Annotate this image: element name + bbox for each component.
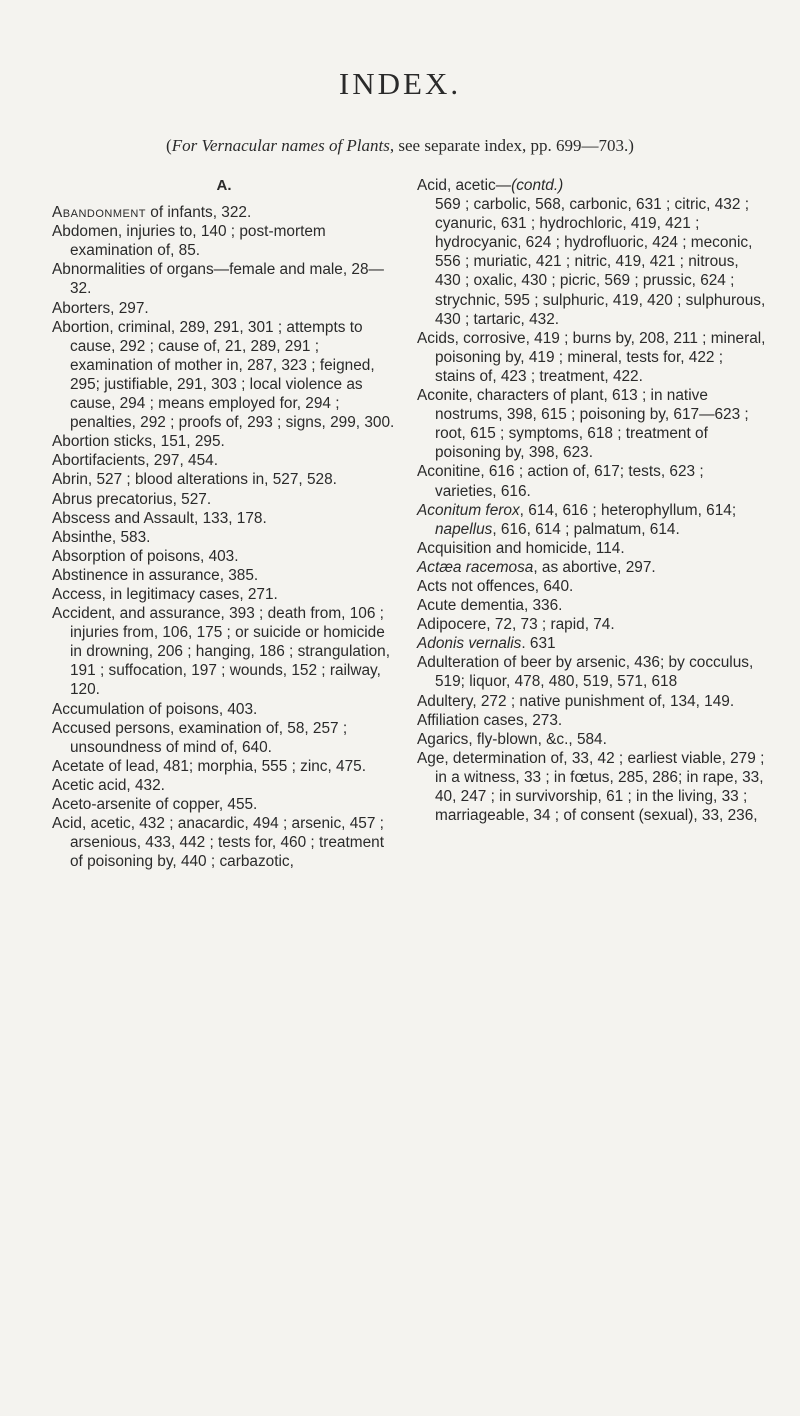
entry-text: Adipocere, 72, 73 ; rapid, 74. bbox=[417, 616, 615, 634]
index-entry bbox=[52, 432, 396, 451]
index-entry bbox=[417, 634, 767, 653]
entry-text: Absorption of poisons, 403. bbox=[52, 547, 239, 565]
entry-text: Aborters, 297. bbox=[52, 299, 149, 317]
entry-text: Accused persons, examination of, 58, 257 ; unsoundness of mind of, 640. bbox=[52, 719, 348, 756]
entry-text: Accumulation of poisons, 403. bbox=[52, 700, 258, 718]
index-entry bbox=[417, 692, 767, 711]
entry-text: Abortion sticks, 151, 295. bbox=[52, 433, 225, 451]
entry-text: Acts not offences, 640. bbox=[417, 577, 574, 595]
index-entry bbox=[52, 547, 396, 566]
entry-italic: Actæa racemosa bbox=[417, 558, 534, 576]
index-entry bbox=[417, 653, 767, 691]
entry-text: , 614, 616 ; heterophyllum, 614; bbox=[519, 501, 737, 519]
index-entry bbox=[52, 470, 396, 489]
entry-text: Abortion, criminal, 289, 291, 301 ; attempts to cause, 292 ; cause of, 21, 289, 291 ; examination of mother in, 287, 323 ; feigned, 295; justifiable, 291, 303 ; local violence as cause, 294 ; means employed for, 294 ; penalties, 292 ; proofs of, 293 ; signs, 299, 300. bbox=[52, 318, 395, 432]
entry-text: Aconite, characters of plant, 613 ; in native nostrums, 398, 615 ; poisoning by, 617—623 ; root, 615 ; symptoms, 618 ; treatment of poisoning by, 398, 623. bbox=[417, 387, 749, 462]
entry-italic: Aconitum ferox bbox=[417, 501, 520, 519]
entry-text: Abdomen, injuries to, 140 ; post-mortem examination of, 85. bbox=[52, 223, 326, 260]
entry-text: Affiliation cases, 273. bbox=[417, 711, 563, 729]
index-entry bbox=[417, 329, 767, 386]
index-entry bbox=[417, 501, 767, 539]
right-column bbox=[417, 176, 767, 825]
entry-italic: Adonis vernalis bbox=[417, 635, 522, 653]
index-entry bbox=[52, 451, 396, 470]
entry-text: Adultery, 272 ; native punishment of, 134, 149. bbox=[417, 692, 735, 710]
entry-text: Adulteration of beer by arsenic, 436; by cocculus, 519; liquor, 478, 480, 519, 571, 618 bbox=[417, 654, 754, 691]
entry-text: Acetate of lead, 481; morphia, 555 ; zinc, 475. bbox=[52, 757, 366, 775]
entry-text: Accident, and assurance, 393 ; death from, 106 ; injuries from, 106, 175 ; or suicide or homicide in drowning, 206 ; hanging, 186 ; strangulation, 191 ; suffocation, 197 ; wounds, 152 ; railway, 120. bbox=[52, 605, 391, 699]
entry-text: Abscess and Assault, 133, 178. bbox=[52, 509, 267, 527]
right-entry-list bbox=[417, 176, 767, 825]
index-entry bbox=[52, 700, 396, 719]
index-entry bbox=[52, 260, 396, 298]
section-letter: A. bbox=[216, 177, 232, 194]
index-entry bbox=[52, 604, 396, 699]
entry-italic: (contd.) bbox=[511, 177, 564, 194]
subtitle bbox=[0, 136, 800, 156]
entry-text: of infants, 322. bbox=[146, 204, 252, 222]
entry-text: Abrus precatorius, 527. bbox=[52, 490, 212, 508]
left-entry-list bbox=[52, 203, 396, 871]
index-entry bbox=[52, 203, 396, 222]
entry-text: Access, in legitimacy cases, 271. bbox=[52, 585, 278, 603]
entry-headword: Abandonment bbox=[52, 204, 146, 222]
subtitle-italic: For Vernacular names of Plants bbox=[171, 136, 390, 155]
entry-text: Agarics, fly-blown, &c., 584. bbox=[417, 730, 607, 748]
index-entry bbox=[52, 299, 396, 318]
entry-text: Abnormalities of organs—female and male, 28—32. bbox=[52, 261, 384, 298]
entry-text: Acute dementia, 336. bbox=[417, 597, 563, 615]
entry-text: Abrin, 527 ; blood alterations in, 527, 528. bbox=[52, 471, 337, 489]
index-entry bbox=[52, 490, 396, 509]
entry-text: , as abortive, 297. bbox=[533, 558, 656, 576]
index-entry bbox=[417, 195, 767, 329]
entry-text: 569 ; carbolic, 568, carbonic, 631 ; citric, 432 ; cyanuric, 631 ; hydrochloric, 419, 421 ; hydrocyanic, 624 ; hydrofluoric, 424 ; meconic, 556 ; muriatic, 421 ; nitric, 419, 421 ; nitrous, 430 ; oxalic, 430 ; picric, 569 ; prussic, 624 ; strychnic, 595 ; sulphuric, 419, 420 ; sulphurous, 430 ; tartaric, 432. bbox=[435, 196, 766, 328]
page-title: INDEX. bbox=[338, 66, 462, 101]
entry-text: . 631 bbox=[521, 635, 556, 653]
index-entry bbox=[52, 318, 396, 433]
index-entry bbox=[417, 539, 767, 558]
index-entry bbox=[417, 596, 767, 615]
entry-text: Acid, acetic— bbox=[417, 177, 512, 194]
index-entry bbox=[52, 719, 396, 757]
entry-text: Abstinence in assurance, 385. bbox=[52, 566, 259, 584]
entry-text: Acquisition and homicide, 114. bbox=[417, 539, 625, 557]
index-entry bbox=[417, 386, 767, 462]
index-entry bbox=[52, 509, 396, 528]
index-entry bbox=[52, 585, 396, 604]
index-entry bbox=[417, 711, 767, 730]
index-entry bbox=[417, 462, 767, 500]
entry-text: Age, determination of, 33, 42 ; earliest viable, 279 ; in a witness, 33 ; in fœtus, 285, 286; in rape, 33, 40, 247 ; in survivorship, 61 ; in the living, 33 ; marriageable, 34 ; of consent (sexual), 33, 236, bbox=[417, 749, 765, 825]
entry-text: Acid, acetic, 432 ; anacardic, 494 ; arsenic, 457 ; arsenious, 433, 442 ; tests for, 460 ; treatment of poisoning by, 440 ; carbazotic, bbox=[52, 815, 384, 871]
index-entry bbox=[52, 776, 396, 795]
entry-text: Absinthe, 583. bbox=[52, 528, 151, 546]
index-entry bbox=[417, 730, 767, 749]
entry-text: Acetic acid, 432. bbox=[52, 776, 165, 794]
index-entry bbox=[417, 176, 767, 195]
index-entry bbox=[417, 558, 767, 577]
index-entry bbox=[52, 566, 396, 585]
index-entry bbox=[417, 577, 767, 596]
entry-text: , 616, 614 ; palmatum, 614. bbox=[492, 520, 680, 538]
entry-text: Abortifacients, 297, 454. bbox=[52, 452, 218, 470]
entry-text: Aconitine, 616 ; action of, 617; tests, 623 ; varieties, 616. bbox=[417, 463, 704, 500]
entry-text: Acids, corrosive, 419 ; burns by, 208, 211 ; mineral, poisoning by, 419 ; mineral, tests for, 422 ; stains of, 423 ; treatment, 422. bbox=[417, 329, 766, 385]
index-entry bbox=[417, 749, 767, 825]
subtitle-rest: , see separate index, pp. 699—703.) bbox=[389, 136, 634, 155]
index-entry bbox=[52, 795, 396, 814]
subtitle-open: ( bbox=[166, 136, 172, 155]
left-column bbox=[52, 176, 396, 871]
entry-text: Aceto-arsenite of copper, 455. bbox=[52, 796, 258, 813]
index-entry bbox=[52, 814, 396, 871]
entry-italic: napellus bbox=[435, 520, 493, 538]
index-entry bbox=[52, 222, 396, 260]
index-entry bbox=[417, 615, 767, 634]
index-entry bbox=[52, 757, 396, 776]
index-entry bbox=[52, 528, 396, 547]
